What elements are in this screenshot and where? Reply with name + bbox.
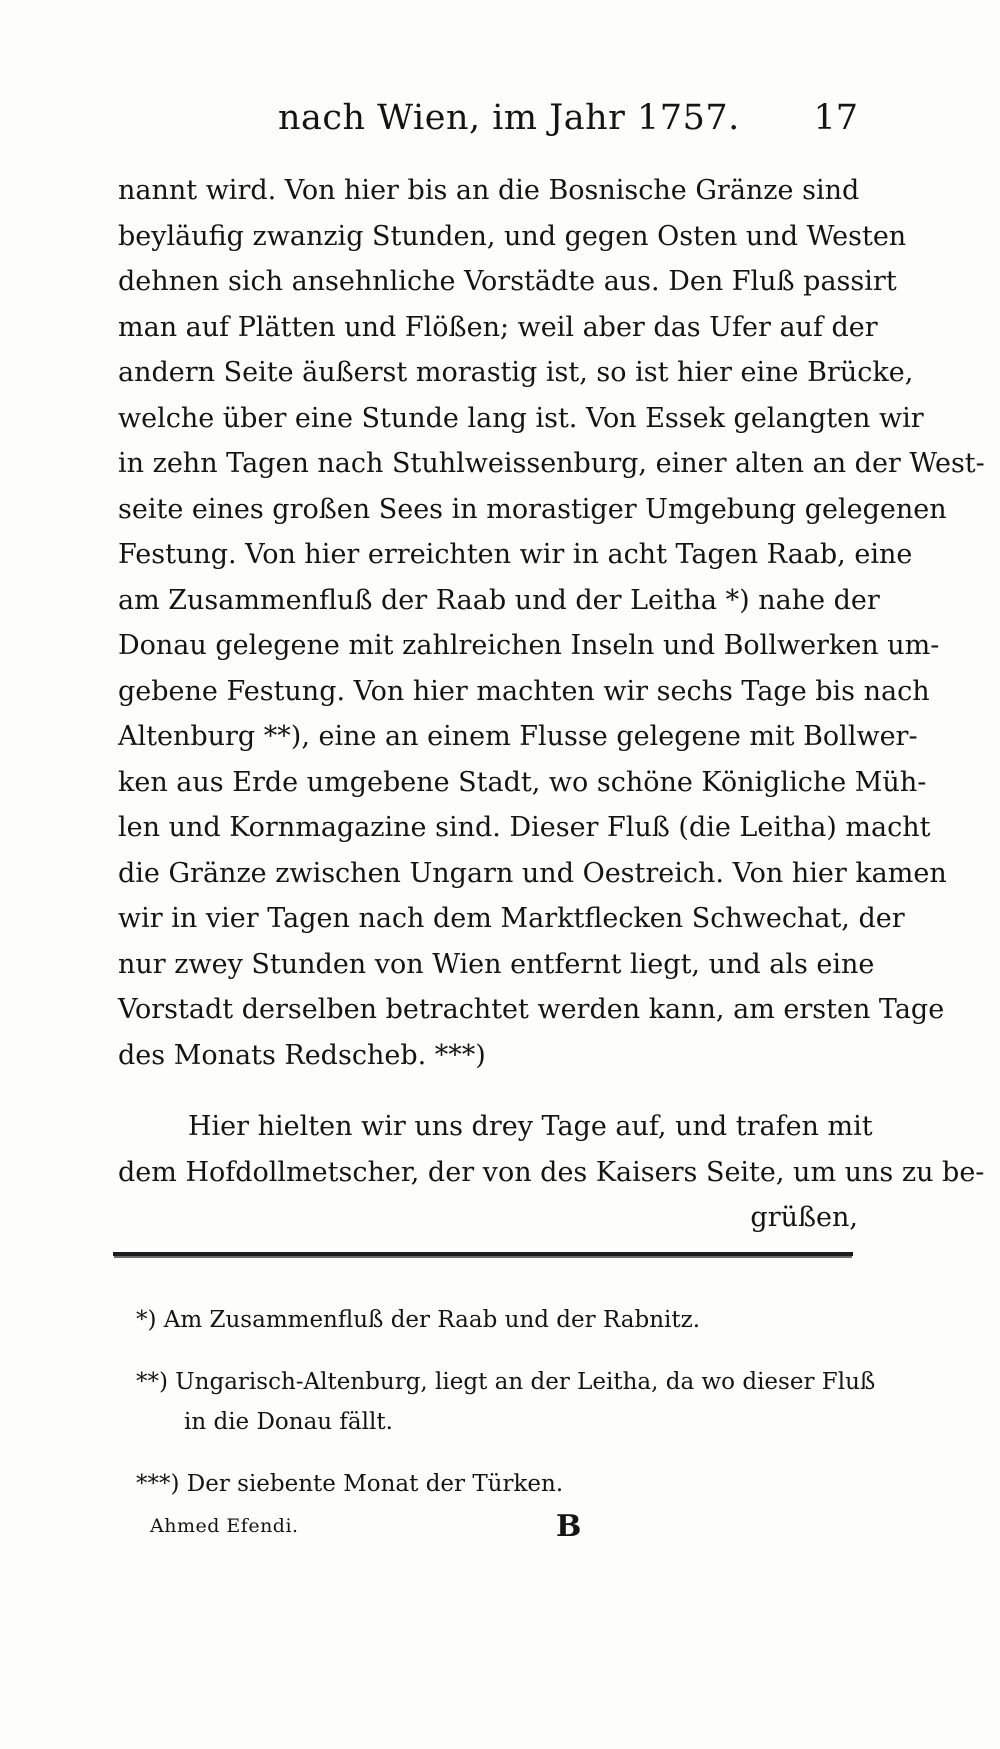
text-line: die Gränze zwischen Ungarn und Oestreich. Von hier kamen [118,857,947,889]
page-header [118,98,858,148]
footnote-3 [136,1464,856,1504]
text-line: andern Seite äußerst morastig ist, so ist hier eine Brücke, [118,357,914,388]
text-line: grüßen, [750,1202,858,1233]
text-line: beyläufig zwanzig Stunden, und gegen Osten und Westen [118,220,907,252]
paragraph-2 [118,1104,985,1241]
paragraph-1 [118,168,985,1078]
text-line: dem Hofdollmetscher, der von des Kaisers Seite, um uns zu be- [118,1156,985,1188]
footnote-line: *) Am Zusammenfluß der Raab und der Rabnitz. [136,1307,701,1333]
footnote-gap [136,1340,856,1362]
footnote-line: in die Donau fällt. [184,1409,393,1435]
catchword: Ahmed Efendi. [150,1515,299,1537]
text-line: am Zusammenfluß der Raab und der Leitha *) nahe der [118,584,880,616]
text-line: Festung. Von hier erreichten wir in acht Tagen Raab, eine [118,539,913,570]
text-line: Donau gelegene mit zahlreichen Inseln und Bollwerken um- [118,630,940,661]
text-line: Altenburg **), eine an einem Flusse gelegene mit Bollwer- [118,721,918,752]
text-line: ken aus Erde umgebene Stadt, wo schöne Königliche Müh- [118,766,927,798]
text-line: dehnen sich ansehnliche Vorstädte aus. Den Fluß passirt [118,266,897,297]
signature-mark: B [556,1509,582,1544]
text-line: wir in vier Tagen nach dem Marktflecken Schwechat, der [118,903,905,934]
footnote-1 [136,1300,856,1340]
paragraph-gap [118,1078,858,1104]
text-line: des Monats Redscheb. ***) [118,1039,486,1071]
footnote-divider [113,1252,853,1256]
text-line: seite eines großen Sees in morastiger Umgebung gelegenen [118,493,947,525]
footnote-2 [136,1362,876,1442]
page-footer [150,1509,750,1555]
text-line: nur zwey Stunden von Wien entfernt liegt, und als eine [118,948,875,980]
page-number: 17 [813,98,858,138]
footnote-line: ***) Der siebente Monat der Türken. [136,1471,564,1497]
text-line: man auf Plätten und Flößen; weil aber das Ufer auf der [118,311,878,343]
text-line: Vorstadt derselben betrachtet werden kann, am ersten Tage [118,994,945,1025]
footnote-gap [136,1442,856,1464]
text-line: in zehn Tagen nach Stuhlweissenburg, einer alten an der West- [118,448,985,479]
footnote-line: **) Ungarisch-Altenburg, liegt an der Leitha, da wo dieser Fluß [136,1369,876,1395]
main-text [118,168,985,1241]
text-line: nannt wird. Von hier bis an die Bosnische Gränze sind [118,175,860,206]
text-line: welche über eine Stunde lang ist. Von Essek gelangten wir [118,402,924,434]
text-line: len und Kornmagazine sind. Dieser Fluß (die Leitha) macht [118,812,931,843]
text-line: Hier hielten wir uns drey Tage auf, und trafen mit [188,1111,873,1142]
text-line: gebene Festung. Von hier machten wir sechs Tage bis nach [118,675,930,707]
footnotes [136,1300,876,1504]
running-title: nach Wien, im Jahr 1757. [278,98,740,138]
